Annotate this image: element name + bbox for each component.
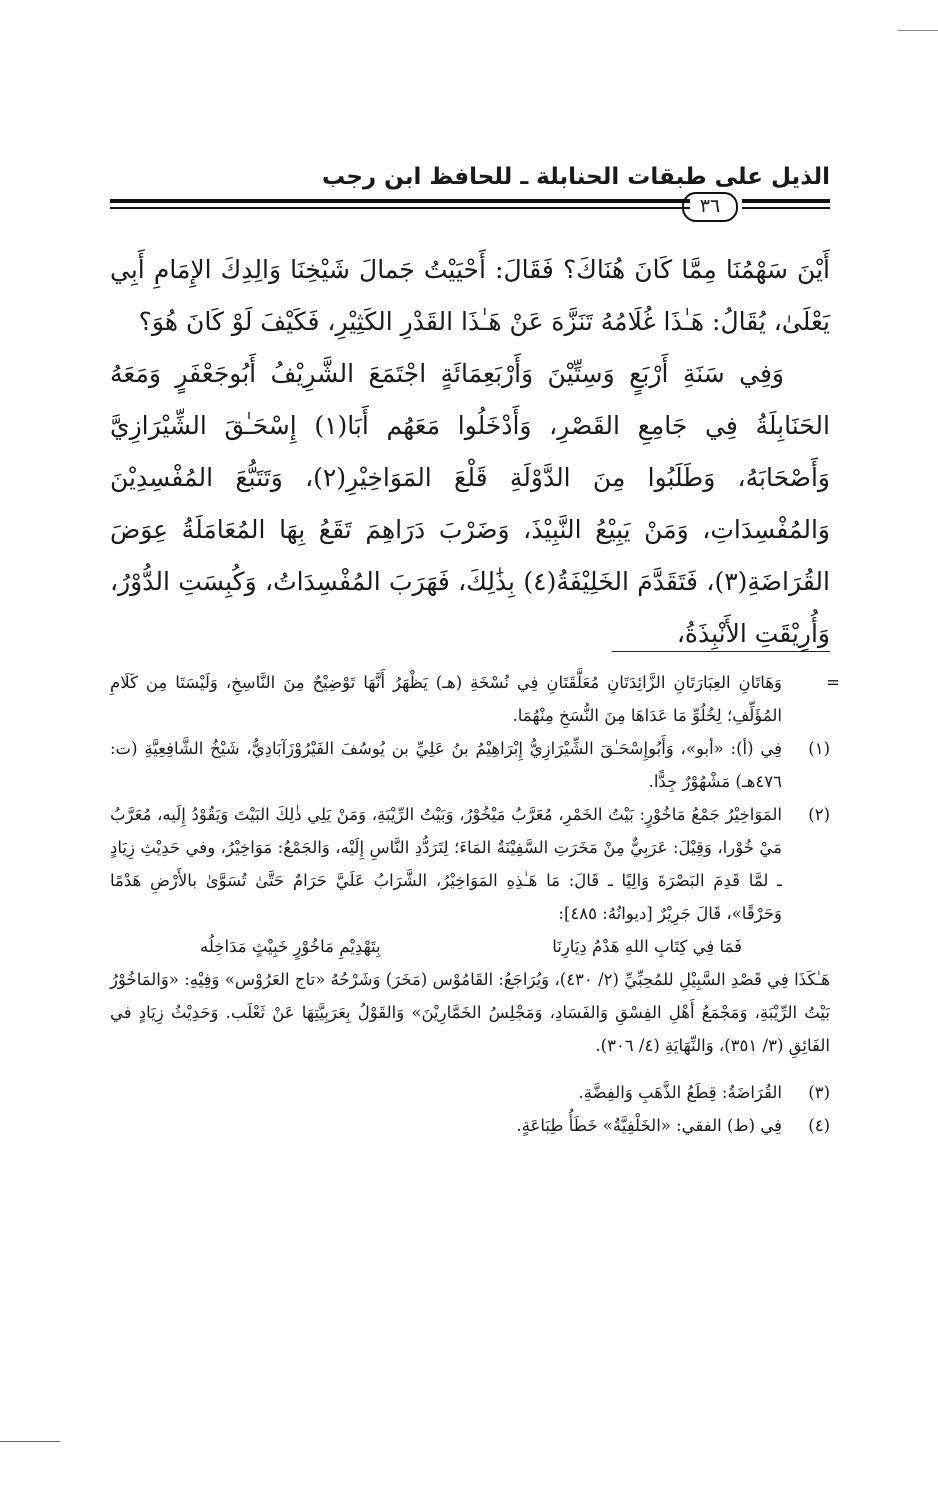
footnote-text: المَوَاخِيْرُ جَمْعُ مَاخُوْرٍ: بَيْتُ الخَمْرِ، مُعَرَّبُ مَيْخُوْرُ، وَبَيْتُ الرِّيْبَةِ، وَمَنْ يَلِي ذٰلِكَ البَيْتَ وَيَقُوْدُ إِلَيه، مُعَرَّبُ مَيْ خُوْرا، وَقِيْلَ: عَرَبِيٌّ مِنْ مَخَرَتِ السَّفِيْنَةُ المَاءَ؛ لِتَرَدُّدِ النَّاسِ إِلَيْه، وَالجَمْعُ: مَوَاخِيْرُ، وفي حَدِيْثِ زِيَادٍ ـ لمَّا قَدِمَ البَصْرَةَ وَالِيًا ـ قَالَ: مَا هَـٰذِهِ المَوَاخِيْرُ، الشَّرَابُ عَلَيَّ حَرَامٌ حَتَّىٰ تُسَوَّىٰ بالأَرْضِ هَدْمًا وَحَرْقًا»، قَالَ جَرِيْرٌ [ديوانُهُ: ٤٨٥]: <box>110 805 782 923</box>
page-header <box>110 162 830 228</box>
scan-edge-mark-top <box>898 30 938 31</box>
footnote-marker: = <box>826 673 840 692</box>
footnotes <box>110 666 840 1142</box>
footnote-text-after-verse: هَـٰكَذَا فِي قَصْدِ السَّبِيْلِ للمُحِبِّيِّ (٢/ ٤٣٠)، وَيُرَاجَعُ: القَامُوْس (مَخَرَ) وَشَرْحُهُ «تاج العَرُوْس» وَفِيْهِ: «وَالمَاخُوْرُ بَيْتُ الرِّيْبَةِ، وَمَجْمَعُ أَهْلِ الفِسْقِ وَالفَسَادِ، وَمَجْلِسُ الخَمَّارِيْنَ» وَالقَوْلُ بِعَرَبِيَّتِهَا عَنْ ثَعْلَب. وَحَدِيْثُ زِيَادٍ في الفَائِقِ (٣/ ٣٥١)، وَالنِّهَايَةِ (٤/ ٣٠٦). <box>110 970 830 1055</box>
main-text <box>110 244 830 660</box>
footnote-4 <box>110 1109 830 1142</box>
page-number: ٣٦ <box>682 192 738 222</box>
footnote-marker: (٤) <box>808 1116 830 1135</box>
footnote-2 <box>110 798 830 1062</box>
poetry-verse <box>110 930 782 963</box>
header-rule-right <box>742 199 830 210</box>
footnote-text: وَهَاتَانِ العِبَارَتَانِ الزَّائِدَتَانِ مُعَلَّقَتَانِ فِي نُسْخَةِ (هـ) يَظْهَرُ أَنَّهَا تَوْضِيْحٌ مِنَ النَّاسِخِ، وَلَيْسَتَا مِن كَلَامِ المُؤَلِّفِ؛ لِخُلُوِّ مَا عَدَاهَا مِنَ النُّسَخِ مِنْهُمَا. <box>110 673 782 725</box>
verse-hemistich-2: بِتَهْدِيْمِ مَاخُوْرٍ خَبِيْثٍ مَدَاخِلُه <box>200 937 381 956</box>
footnote-marker: (٣) <box>808 1083 830 1102</box>
verse-hemistich-1: فَمَا فِي كِتَابِ اللهِ هَدْمُ دِيَارِنَا <box>552 937 742 956</box>
footnote-text: القُرَاضَةُ: قِطَعُ الذَّهَبِ وَالفِضَّةِ. <box>578 1083 782 1102</box>
running-title: الذيل على طبقات الحنابلة ـ للحافظ ابن رجب <box>321 164 830 190</box>
footnote-text: فِي (ط) الفقي: «الخَلْفِيَّةُ» خَطَأُ طِبَاعَةٍ. <box>516 1116 782 1135</box>
paragraph-2: وَفِي سَنَةِ أَرْبَعٍ وَسِتِّيْنَ وَأَرْبَعِمَائَةٍ اجْتَمَعَ الشَّرِيْفُ أَبُوجَعْفَرٍ وَمَعَهُ الحَنَابِلَةُ فِي جَامِعِ القَصْرِ، وَأَدْخَلُوا مَعَهُم أَبَا(١) إِسْحَـٰقَ الشِّيْرَازِيَّ وَأَصْحَابَهُ، وَطَلَبُوا مِنَ الدَّوْلَةِ قَلْعَ المَوَاخِيْرِ(٢)، وَتَتَبُّعَ المُفْسِدِيْنَ وَالمُفْسِدَاتِ، وَمَنْ يَبِيْعُ النَّبِيْذَ، وَضَرْبَ دَرَاهِمَ تَقَعُ بِهَا المُعَامَلَةُ عِوَضَ القُرَاضَةِ(٣)، فَتَقَدَّمَ الخَلِيْفَةُ(٤) بِذَٰلِكَ، فَهَرَبَ المُفْسِدَاتُ، وَكُبِسَتِ الدُّوْرُ، وَأُرِيْقَتِ الأَنْبِذَةُ، <box>110 359 830 648</box>
footnote-separator <box>612 651 830 652</box>
paragraph-1: أَيْنَ سَهْمُنَا مِمَّا كَانَ هُنَاكَ؟ فَقَالَ: أَحْيَيْتُ جَمالَ شَيْخِنَا وَالِدِكَ الإِمَامِ أَبِي يَعْلَىٰ، يُقَالُ: هَـٰذَا غُلَامُهُ تَنَزَّهَ عَنْ هَـٰذَا القَدْرِ الكَثِيْرِ، فَكَيْفَ لَوْ كَانَ هُوَ؟ <box>110 255 830 336</box>
footnote-1 <box>110 732 830 798</box>
footnote-gap <box>110 1062 830 1076</box>
scan-edge-mark-bottom <box>0 1441 60 1442</box>
footnote-continuation <box>110 666 840 732</box>
header-rule-left <box>110 199 690 210</box>
footnote-marker: (١) <box>808 739 830 758</box>
footnote-3 <box>110 1076 830 1109</box>
footnote-marker: (٢) <box>808 805 830 824</box>
footnote-text: فِي (أ): «أبو»، وَأَبُوإِسْحَـٰقَ الشِّيْرَازِيُّ إِبْرَاهِيْمُ بنُ عَلِيِّ بن يُوسُفَ الفَيْرُوْزَآبَادِيُّ، شَيْخُ الشَّافِعِيَّةِ (ت: ٤٧٦هـ) مَشْهُوْرٌ جِدًّا. <box>110 739 782 791</box>
